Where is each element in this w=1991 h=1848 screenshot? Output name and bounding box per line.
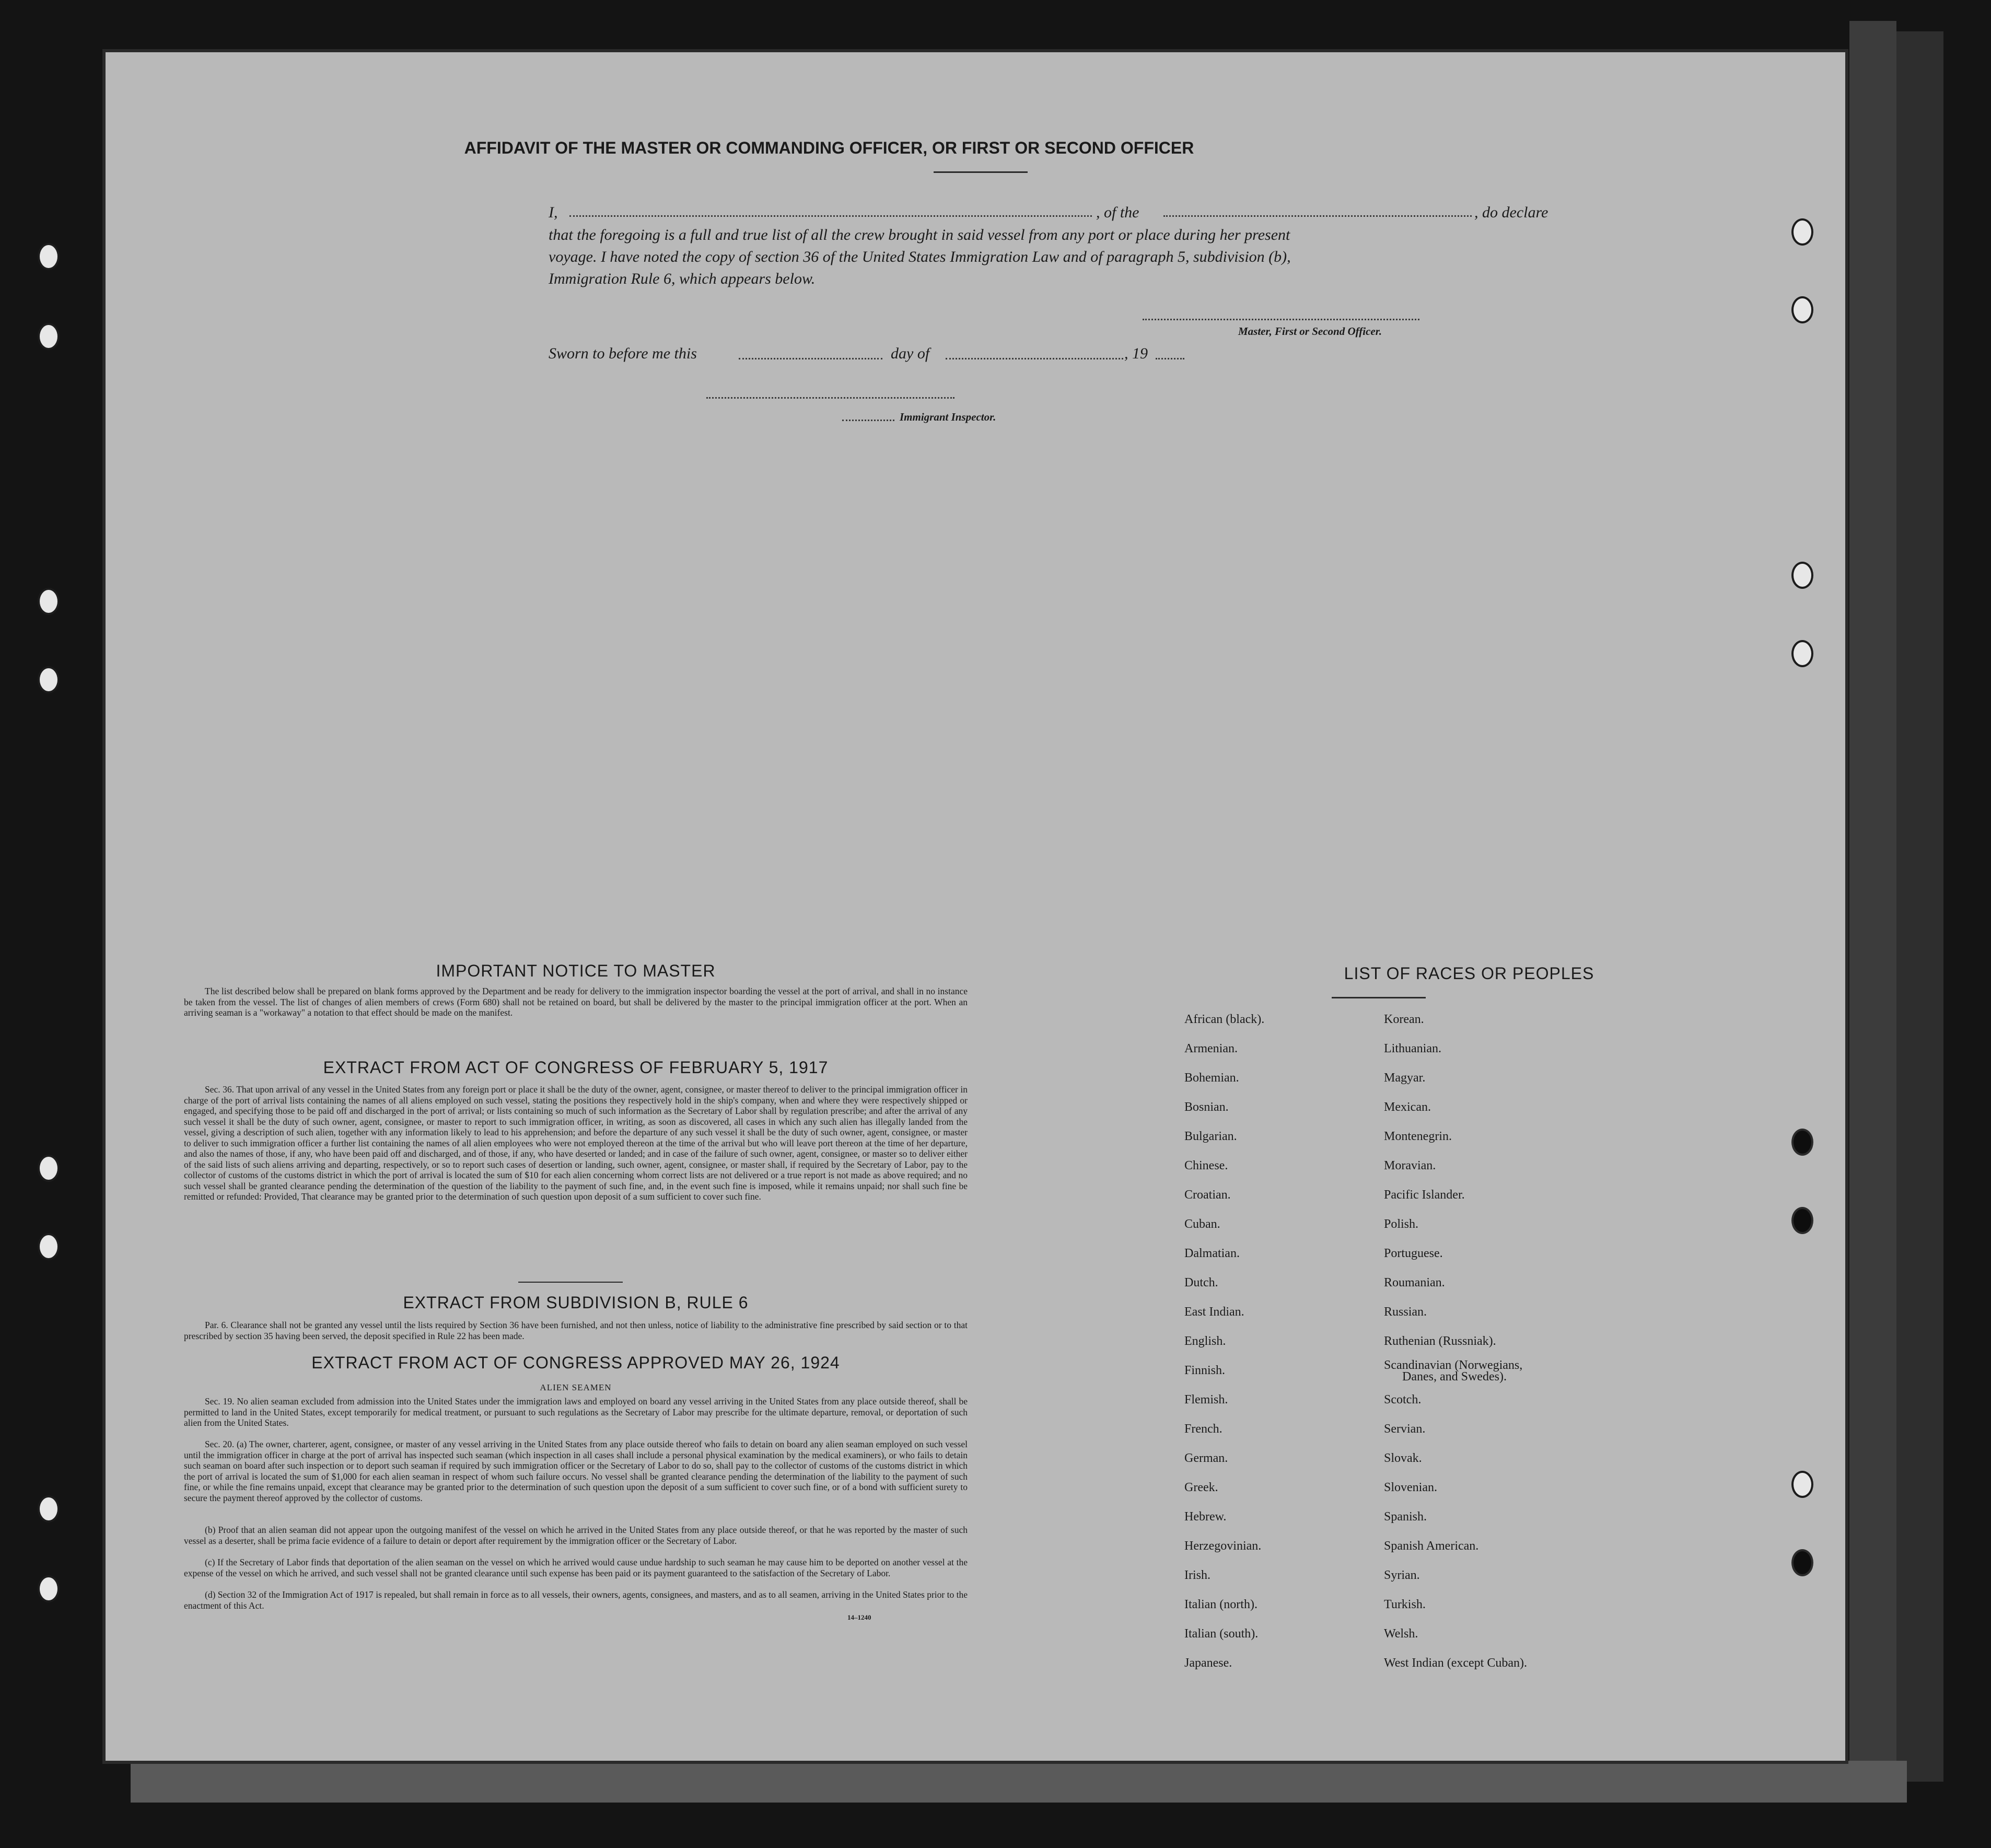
punch-hole bbox=[38, 243, 60, 270]
page-edge-bottom bbox=[131, 1761, 1907, 1803]
race-item: Korean. bbox=[1384, 1013, 1424, 1026]
extract-1924-subheading: ALIEN SEAMEN bbox=[540, 1382, 612, 1392]
race-item: Bohemian. bbox=[1184, 1071, 1239, 1085]
affidavit-name-blank bbox=[569, 215, 1092, 217]
extract-1924-sec20a: Sec. 20. (a) The owner, charterer, agent, consignee, or master of any vessel arriving in the United States from any place outside thereof who fails to detain on board any alien seaman employed on such vessel until the immigration officer in charge at the port of arrival has inspected such seaman (which inspection in all cases shall include a personal physical examination by the medical examiners), or who fails to detain such seaman on board after such inspection or to deport such seaman if required by such immigration officer or the Secretary of Labor to do so, shall pay to the collector of customs of the customs district in which the port of arrival is located the sum of $1,000 for each alien seaman in respect of whom such failure occurs. No vessel shall be granted clearance pending the determination of the liability to the payment of such fine, or while the fine remains unpaid, except that clearance may be granted prior to the determination of such question upon the deposit of a sum sufficient to cover such fine, or of a bond with sufficient surety to secure the payment thereof approved by the collector of customs. bbox=[184, 1439, 968, 1503]
extract-1924-sec19: Sec. 19. No alien seaman excluded from admission into the United States under the immigration laws and employed on board any vessel arriving in the United States from any place outside thereof, shall be permitted to land in the United States, except temporarily for medical treatment, or pursuant to such regulations as the Secretary of Labor may prescribe for the ultimate departure, removal, or deportation of such alien from the United States. bbox=[184, 1396, 968, 1428]
race-item: Russian. bbox=[1384, 1305, 1427, 1319]
race-item: Roumanian. bbox=[1384, 1276, 1445, 1289]
signature-label: Master, First or Second Officer. bbox=[1238, 325, 1382, 338]
sworn-month-blank bbox=[946, 358, 1123, 359]
race-item: African (black). bbox=[1184, 1013, 1265, 1026]
races-heading-rule bbox=[1332, 997, 1426, 998]
form-number: 14–1240 bbox=[847, 1613, 871, 1621]
document-page bbox=[106, 52, 1845, 1761]
race-item: East Indian. bbox=[1184, 1305, 1244, 1319]
extract-1924-heading: EXTRACT FROM ACT OF CONGRESS APPROVED MAY 26, 1924 bbox=[311, 1353, 840, 1372]
extract-rule6-text: Par. 6. Clearance shall not be granted any vessel until the lists required by Section 36 have been furnished, and not then unless, notice of liability to the administrative fine prescribed by said section or to that prescribed by section 35 having been served, the deposit specified in Rule 22 has been made. bbox=[184, 1320, 968, 1341]
race-item-continuation: Danes, and Swedes). bbox=[1402, 1370, 1507, 1384]
extract-rule6-heading: EXTRACT FROM SUBDIVISION B, RULE 6 bbox=[403, 1293, 749, 1312]
race-item: Bosnian. bbox=[1184, 1100, 1229, 1114]
race-item: Welsh. bbox=[1384, 1627, 1418, 1641]
race-item: Italian (north). bbox=[1184, 1598, 1258, 1611]
race-item: German. bbox=[1184, 1451, 1228, 1465]
race-item: Montenegrin. bbox=[1384, 1130, 1452, 1143]
sworn-year-label: , 19 bbox=[1124, 345, 1148, 362]
race-item: Chinese. bbox=[1184, 1159, 1228, 1172]
race-item: Lithuanian. bbox=[1384, 1042, 1441, 1055]
race-item: Cuban. bbox=[1184, 1217, 1220, 1231]
affidavit-heading: AFFIDAVIT OF THE MASTER OR COMMANDING OFFICER, OR FIRST OR SECOND OFFICER bbox=[464, 138, 1194, 157]
races-heading: LIST OF RACES OR PEOPLES bbox=[1344, 964, 1594, 983]
extract-1917-heading: EXTRACT FROM ACT OF CONGRESS OF FEBRUARY 5, 1917 bbox=[323, 1058, 829, 1077]
race-item: West Indian (except Cuban). bbox=[1384, 1656, 1527, 1670]
race-item: Syrian. bbox=[1384, 1568, 1420, 1582]
race-item: Moravian. bbox=[1384, 1159, 1436, 1172]
notice-heading: IMPORTANT NOTICE TO MASTER bbox=[436, 961, 716, 980]
punch-hole bbox=[1791, 562, 1813, 589]
race-item: Slovenian. bbox=[1384, 1481, 1437, 1494]
race-item: Slovak. bbox=[1384, 1451, 1422, 1465]
race-item: Flemish. bbox=[1184, 1393, 1228, 1407]
punch-hole bbox=[1791, 1129, 1813, 1156]
rule6-top-rule bbox=[518, 1282, 623, 1283]
race-item: Ruthenian (Russniak). bbox=[1384, 1334, 1496, 1348]
race-item: French. bbox=[1184, 1422, 1222, 1436]
race-item: Croatian. bbox=[1184, 1188, 1231, 1202]
punch-hole bbox=[38, 1575, 60, 1602]
punch-hole bbox=[38, 666, 60, 693]
race-item: Dalmatian. bbox=[1184, 1247, 1240, 1260]
race-item: Herzegovinian. bbox=[1184, 1539, 1262, 1553]
race-item: Greek. bbox=[1184, 1481, 1218, 1494]
race-item: Magyar. bbox=[1384, 1071, 1426, 1085]
race-item: Mexican. bbox=[1384, 1100, 1431, 1114]
affidavit-line1-I: I, bbox=[549, 204, 558, 221]
race-item: Armenian. bbox=[1184, 1042, 1238, 1055]
race-item: Scotch. bbox=[1384, 1393, 1422, 1407]
punch-hole bbox=[38, 588, 60, 615]
affidavit-line3: voyage. I have noted the copy of section 36 of the United States Immigration Law and of paragraph 5, subdivision (b), bbox=[549, 248, 1291, 265]
race-item: Portuguese. bbox=[1384, 1247, 1443, 1260]
punch-hole bbox=[1791, 1549, 1813, 1576]
race-item: Spanish. bbox=[1384, 1510, 1427, 1524]
extract-1917-text: Sec. 36. That upon arrival of any vessel in the United States from any foreign port or place it shall be the duty of the owner, agent, consignee, or master thereof to deliver to the principal immigration officer in charge of the port of arrival lists containing the names of all aliens employed on such vessel, stating the positions they respectively hold in the ship's company, when and where they were respectively shipped or engaged, and specifying those to be paid off and discharged in the port of arrival; or lists containing so much of such information as the Secretary of Labor shall by regulation prescribe; and after the arrival of any such vessel it shall be the duty of such owner, agent, consignee, or master to report to such immigration officer, in writing, as soon as discovered, all cases in which any such alien has illegally landed from the vessel, giving a description of such alien, together with any information likely to lead to his apprehension; and before the departure of any such vessel it shall be the duty of such owner, agent, consignee, or master to deliver to such immigration officer a further list containing the names of all alien employees who were not employed thereon at the time of the arrival but who will leave port thereon at the time of her departure, and also the names of those, if any, who have been paid off and discharged, and of those, if any, who have deserted or landed; and in case of the failure of such owner, agent, consignee, or master so to deliver either of the said lists of such aliens arriving and departing, respectively, or so to report such cases of desertion or landing, such owner, agent, consignee, or master shall, if required by the Secretary of Labor, pay to the collector of customs of the customs district in which the port of arrival is located the sum of $10 for each alien concerning whom correct lists are not delivered or a true report is not made as above required; and no such vessel shall be granted clearance pending the determination of the question of the liability to the payment of such fine, and, in the event such fine is imposed, while it remains unpaid; nor shall such fine be remitted or refunded: Provided, That clearance may be granted prior to the determination of such question upon deposit of a sum sufficient to cover such fine. bbox=[184, 1084, 968, 1202]
punch-hole bbox=[1791, 218, 1813, 246]
inspector-blank-short bbox=[842, 420, 894, 421]
race-item: English. bbox=[1184, 1334, 1226, 1348]
race-item: Pacific Islander. bbox=[1384, 1188, 1465, 1202]
race-item: Dutch. bbox=[1184, 1276, 1218, 1289]
punch-hole bbox=[38, 1155, 60, 1182]
punch-hole bbox=[1791, 640, 1813, 667]
race-item: Turkish. bbox=[1384, 1598, 1426, 1611]
affidavit-line2: that the foregoing is a full and true list of all the crew brought in said vessel from any port or place during her present bbox=[549, 226, 1290, 243]
signature-blank bbox=[1143, 319, 1419, 320]
race-item: Polish. bbox=[1384, 1217, 1419, 1231]
punch-hole bbox=[38, 1495, 60, 1522]
extract-1924-sec20b: (b) Proof that an alien seaman did not appear upon the outgoing manifest of the vessel on which he arrived in the United States from any place outside thereof, or that he was reported by the master of such vessel as a deserter, shall be prima facie evidence of a failure to detain or deport after requirement by the immigration officer or the Secretary of Labor. bbox=[184, 1525, 968, 1546]
punch-hole bbox=[1791, 1471, 1813, 1498]
affidavit-line1-of-the: , of the bbox=[1096, 204, 1139, 221]
page-edge-right-2 bbox=[1896, 31, 1943, 1782]
notice-text: The list described below shall be prepared on blank forms approved by the Department and be ready for delivery to the immigration inspector boarding the vessel at the port of arrival, and shall in no instance be taken from the vessel. The list of changes of alien members of crews (Form 680) shall not be retained on board, but shall be delivered by the master to the principal immigration officer at the port. When an arriving seaman is a "workaway" a notation to that effect should be made on the manifest. bbox=[184, 986, 968, 1018]
sworn-year-blank bbox=[1156, 358, 1184, 359]
race-item: Italian (south). bbox=[1184, 1627, 1259, 1641]
inspector-blank bbox=[706, 397, 954, 399]
extract-1924-sec20c: (c) If the Secretary of Labor finds that deportation of the alien seaman on the vessel on which he arrived would cause undue hardship to such seaman he may cause him to be deported on another vessel at the expense of the vessel on which he arrived, and such vessel shall not be granted clearance until such expense has been paid or its payment guaranteed to the satisfaction of the Secretary of Labor. bbox=[184, 1557, 968, 1578]
punch-hole bbox=[1791, 296, 1813, 323]
sworn-day-blank bbox=[739, 358, 882, 359]
punch-hole bbox=[1791, 1207, 1813, 1234]
race-item: Scandinavian (Norwegians, bbox=[1384, 1358, 1523, 1372]
affidavit-line4: Immigration Rule 6, which appears below. bbox=[549, 270, 816, 287]
sworn-prefix: Sworn to before me this bbox=[549, 345, 697, 362]
race-item: Servian. bbox=[1384, 1422, 1426, 1436]
race-item: Finnish. bbox=[1184, 1364, 1226, 1377]
race-item: Bulgarian. bbox=[1184, 1130, 1237, 1143]
punch-hole bbox=[38, 323, 60, 350]
race-item: Spanish American. bbox=[1384, 1539, 1479, 1553]
affidavit-heading-rule bbox=[934, 171, 1028, 173]
race-item: Japanese. bbox=[1184, 1656, 1232, 1670]
sworn-day-label: day of bbox=[891, 345, 930, 362]
race-item: Hebrew. bbox=[1184, 1510, 1227, 1524]
extract-1924-sec20d: (d) Section 32 of the Immigration Act of 1917 is repealed, but shall remain in force as to all vessels, their owners, agents, consignees, and masters, and as to all seamen, arriving in the United States prior to the enactment of this Act. bbox=[184, 1589, 968, 1611]
inspector-label: Immigrant Inspector. bbox=[900, 411, 996, 423]
affidavit-vessel-blank bbox=[1163, 215, 1472, 217]
page-edge-right-1 bbox=[1849, 21, 1896, 1787]
race-item: Irish. bbox=[1184, 1568, 1210, 1582]
punch-hole bbox=[38, 1233, 60, 1260]
affidavit-line1-do-declare: , do declare bbox=[1474, 204, 1548, 221]
